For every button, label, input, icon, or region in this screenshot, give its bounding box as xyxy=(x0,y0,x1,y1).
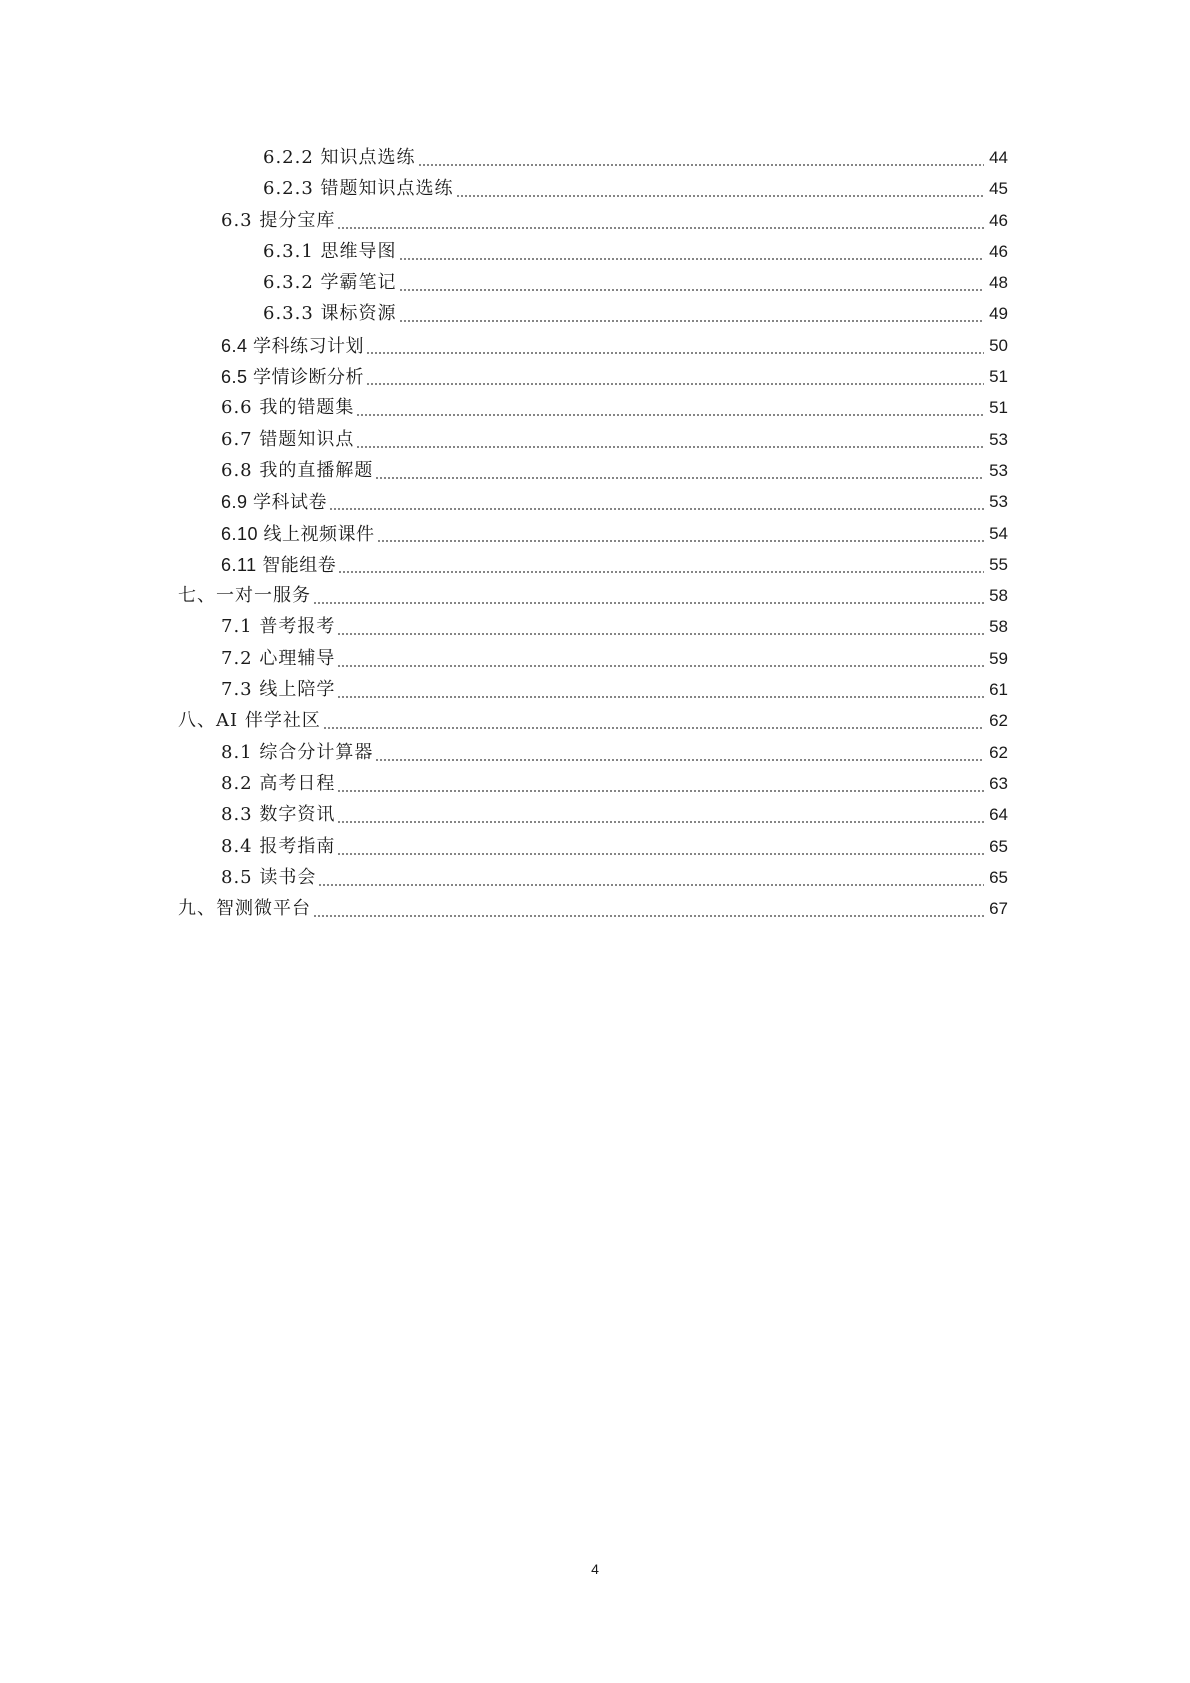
toc-entry-title: 九、智测微平台 xyxy=(178,898,311,920)
toc-dot-leader xyxy=(338,558,984,574)
toc-dot-leader xyxy=(337,808,984,824)
toc-entry[interactable] xyxy=(0,804,1190,835)
toc-entry-page-number: 64 xyxy=(989,805,1008,825)
toc-entry-title: 6.5 学情诊断分析 xyxy=(221,367,365,388)
toc-entry-title: 7.3 线上陪学 xyxy=(221,679,336,701)
toc-dot-leader xyxy=(329,495,984,511)
toc-entry-page-number: 65 xyxy=(989,836,1008,856)
toc-entry[interactable] xyxy=(0,335,1190,366)
toc-entry[interactable] xyxy=(0,836,1190,867)
toc-dot-leader xyxy=(337,683,984,699)
toc-entry[interactable] xyxy=(0,491,1190,522)
toc-entry-title: 6.3.2 学霸笔记 xyxy=(263,272,397,294)
toc-entry-page-number: 65 xyxy=(989,867,1008,887)
toc-entry[interactable] xyxy=(0,773,1190,804)
toc-entry-title: 8.3 数字资讯 xyxy=(221,804,336,826)
toc-dot-leader xyxy=(337,652,984,668)
toc-entry-page-number: 61 xyxy=(989,680,1008,700)
toc-entry-title: 八、AI 伴学社区 xyxy=(178,710,321,732)
toc-dot-leader xyxy=(366,339,984,355)
toc-entry-page-number: 59 xyxy=(989,648,1008,668)
toc-entry[interactable] xyxy=(0,585,1190,616)
toc-entry[interactable] xyxy=(0,742,1190,773)
table-of-contents xyxy=(0,147,1190,929)
toc-entry-page-number: 58 xyxy=(989,617,1008,637)
toc-entry[interactable] xyxy=(0,867,1190,898)
toc-entry[interactable] xyxy=(0,178,1190,209)
toc-dot-leader xyxy=(356,401,984,417)
toc-entry-page-number: 53 xyxy=(989,429,1008,449)
toc-entry-title: 6.11 智能组卷 xyxy=(221,554,337,575)
toc-entry-page-number: 55 xyxy=(989,554,1008,574)
toc-entry[interactable] xyxy=(0,898,1190,929)
toc-dot-leader xyxy=(456,182,984,198)
toc-entry-page-number: 46 xyxy=(989,241,1008,261)
toc-entry[interactable] xyxy=(0,460,1190,491)
toc-entry-title: 8.5 读书会 xyxy=(221,866,317,888)
toc-entry-page-number: 51 xyxy=(989,367,1008,387)
toc-entry-title: 6.6 我的错题集 xyxy=(221,397,355,419)
toc-entry-title: 8.2 高考日程 xyxy=(221,772,336,794)
toc-entry-page-number: 49 xyxy=(989,304,1008,324)
toc-entry-page-number: 63 xyxy=(989,773,1008,793)
toc-entry[interactable] xyxy=(0,523,1190,554)
toc-entry[interactable] xyxy=(0,397,1190,428)
toc-entry[interactable] xyxy=(0,210,1190,241)
toc-dot-leader xyxy=(375,746,984,762)
toc-dot-leader xyxy=(399,245,984,261)
toc-dot-leader xyxy=(318,871,984,887)
toc-entry-page-number: 58 xyxy=(989,586,1008,606)
toc-dot-leader xyxy=(323,714,984,730)
toc-entry[interactable] xyxy=(0,241,1190,272)
toc-entry-page-number: 62 xyxy=(989,742,1008,762)
toc-entry-title: 7.1 普考报考 xyxy=(221,616,336,638)
toc-dot-leader xyxy=(399,307,984,323)
toc-entry[interactable] xyxy=(0,679,1190,710)
toc-entry-page-number: 51 xyxy=(989,398,1008,418)
toc-entry-title: 6.4 学科练习计划 xyxy=(221,335,365,356)
toc-dot-leader xyxy=(313,902,984,918)
toc-entry[interactable] xyxy=(0,648,1190,679)
toc-dot-leader xyxy=(337,214,984,230)
toc-entry-title: 6.3.3 课标资源 xyxy=(263,303,397,325)
toc-entry-title: 6.7 错题知识点 xyxy=(221,428,355,450)
toc-entry[interactable] xyxy=(0,147,1190,178)
toc-entry[interactable] xyxy=(0,429,1190,460)
toc-entry-page-number: 46 xyxy=(989,210,1008,230)
toc-entry-title: 6.3 提分宝库 xyxy=(221,209,336,231)
toc-entry-title: 7.2 心理辅导 xyxy=(221,647,336,669)
toc-entry[interactable] xyxy=(0,303,1190,334)
toc-entry[interactable] xyxy=(0,272,1190,303)
toc-entry-title: 8.1 综合分计算器 xyxy=(221,741,374,763)
toc-entry[interactable] xyxy=(0,710,1190,741)
toc-dot-leader xyxy=(337,620,984,636)
toc-entry-title: 6.3.1 思维导图 xyxy=(263,240,397,262)
toc-entry[interactable] xyxy=(0,366,1190,397)
toc-dot-leader xyxy=(418,151,984,167)
toc-entry-page-number: 53 xyxy=(989,460,1008,480)
toc-entry-title: 6.2.2 知识点选练 xyxy=(263,147,416,168)
toc-entry-page-number: 45 xyxy=(989,179,1008,199)
toc-dot-leader xyxy=(366,370,984,386)
toc-entry[interactable] xyxy=(0,616,1190,647)
toc-dot-leader xyxy=(313,589,984,605)
toc-dot-leader xyxy=(399,276,984,292)
toc-dot-leader xyxy=(375,464,984,480)
toc-entry-page-number: 62 xyxy=(989,711,1008,731)
toc-entry-page-number: 50 xyxy=(989,335,1008,355)
toc-entry-page-number: 53 xyxy=(989,492,1008,512)
toc-entry-page-number: 48 xyxy=(989,273,1008,293)
toc-entry-page-number: 44 xyxy=(989,148,1008,167)
toc-dot-leader xyxy=(356,433,984,449)
toc-entry-title: 6.10 线上视频课件 xyxy=(221,523,375,544)
toc-entry-page-number: 67 xyxy=(989,899,1008,919)
toc-dot-leader xyxy=(377,527,984,543)
toc-entry-title: 8.4 报考指南 xyxy=(221,835,336,857)
footer-page-number: 4 xyxy=(591,1561,599,1577)
toc-entry-title: 6.9 学科试卷 xyxy=(221,492,328,513)
toc-entry[interactable] xyxy=(0,554,1190,585)
toc-dot-leader xyxy=(337,840,984,856)
toc-entry-page-number: 54 xyxy=(989,523,1008,543)
toc-entry-title: 七、一对一服务 xyxy=(178,585,311,607)
toc-dot-leader xyxy=(337,777,984,793)
toc-entry-title: 6.8 我的直播解题 xyxy=(221,459,374,481)
toc-entry-title: 6.2.3 错题知识点选练 xyxy=(263,178,454,200)
